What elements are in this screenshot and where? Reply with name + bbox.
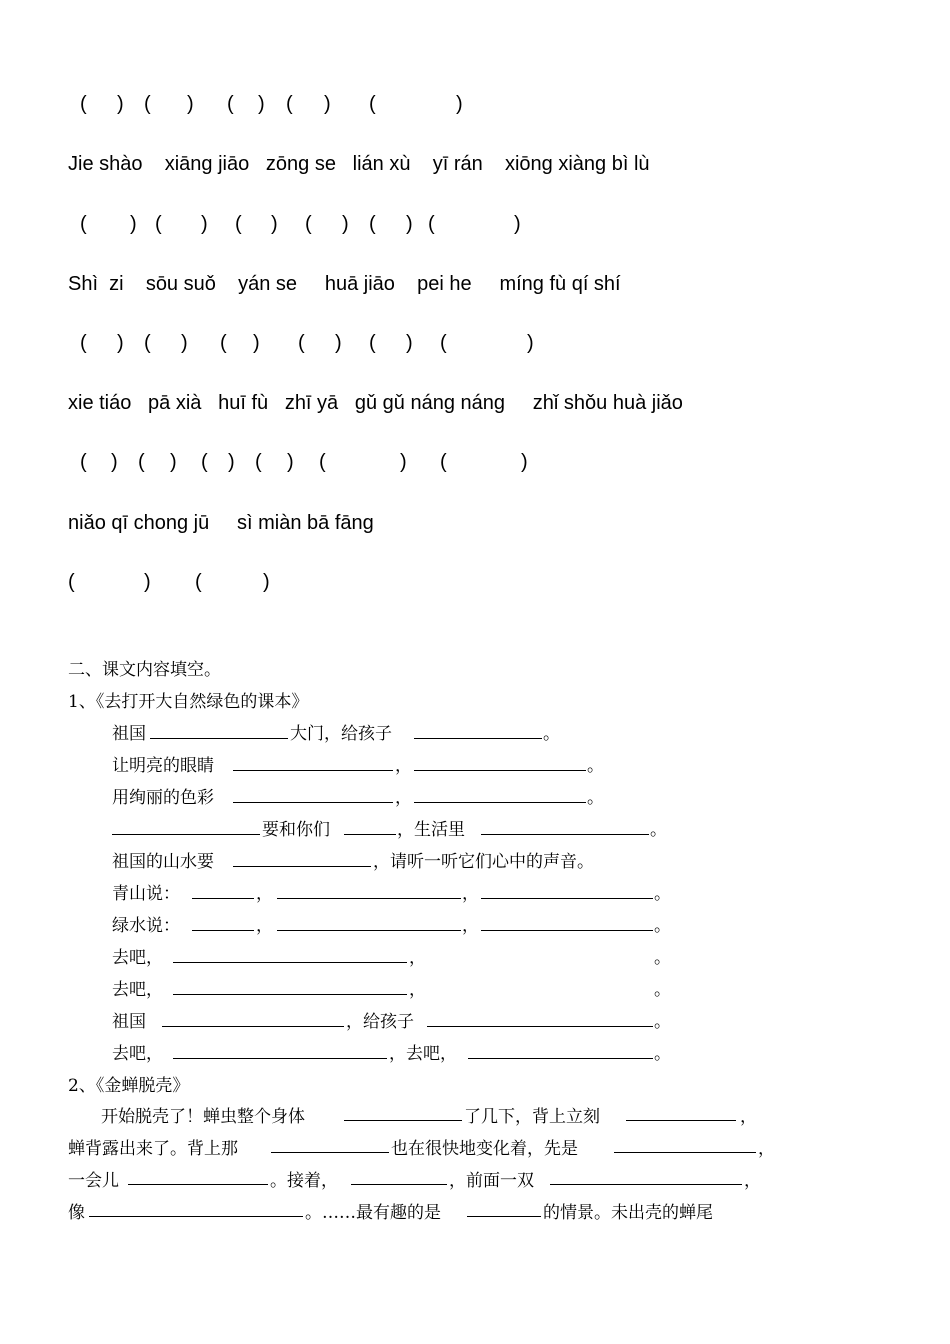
text-fragment: 要和你们	[262, 820, 330, 840]
fill-blank[interactable]	[162, 1026, 344, 1027]
text-fragment: ，给孩子	[346, 1012, 414, 1032]
text-fragment: ，	[395, 756, 412, 776]
text-fragment: 。接着，	[270, 1171, 338, 1191]
fill-blank[interactable]	[277, 930, 461, 931]
paren-open: (	[220, 332, 227, 354]
paren-open: (	[369, 213, 376, 235]
pinyin-word: pei he	[417, 273, 472, 295]
text-fragment: 用绚丽的色彩	[112, 788, 214, 808]
text-fragment: 的情景。未出壳的蝉尾	[543, 1203, 713, 1223]
paren-open: (	[298, 332, 305, 354]
text-fragment: 像	[68, 1203, 85, 1223]
paren-close: )	[342, 213, 349, 235]
text-fragment: 去吧，	[112, 1044, 163, 1064]
paren-open: (	[80, 213, 87, 235]
pinyin-word: yī rán	[432, 153, 483, 175]
paren-open: (	[440, 332, 447, 354]
text-fragment: 青山说：	[112, 884, 180, 904]
text-fragment: 也在很快地变化着，先是	[391, 1139, 578, 1159]
fill-blank[interactable]	[173, 962, 407, 963]
fill-blank[interactable]	[271, 1152, 389, 1153]
part1-title: 1、《去打开大自然绿色的课本》	[68, 692, 309, 712]
paren-close: )	[201, 213, 208, 235]
paren-open: (	[155, 213, 162, 235]
text-fragment: ，	[758, 1139, 775, 1159]
pinyin-word: xie tiáo	[68, 392, 132, 414]
fill-blank[interactable]	[481, 930, 653, 931]
pinyin-word: sì miàn bā fānɡ	[237, 512, 374, 534]
pinyin-word: xiōnɡ xiànɡ bì lù	[504, 153, 650, 175]
text-fragment: 去吧，	[112, 980, 163, 1000]
paren-open: (	[255, 451, 262, 473]
fill-blank[interactable]	[277, 898, 461, 899]
text-fragment: 了几下，背上立刻	[464, 1107, 600, 1127]
text-fragment: 。	[587, 788, 604, 808]
pinyin-word: sōu suǒ	[145, 273, 216, 295]
text-fragment: ，	[256, 916, 273, 936]
paren-close: )	[170, 451, 177, 473]
fill-blank[interactable]	[468, 1058, 653, 1059]
paren-close: )	[258, 93, 265, 115]
paren-open: (	[144, 93, 151, 115]
text-fragment: 。	[654, 1044, 671, 1064]
pinyin-word: mínɡ fù qí shí	[499, 273, 621, 295]
paren-open: (	[286, 93, 293, 115]
paren-open: (	[428, 213, 435, 235]
paren-open: (	[80, 332, 87, 354]
text-fragment: ，	[409, 948, 426, 968]
pinyin-word: zhǐ shǒu huà jiǎo	[532, 392, 683, 414]
paren-open: (	[195, 571, 202, 593]
paren-open: (	[80, 451, 87, 473]
paren-open: (	[235, 213, 242, 235]
paren-close: )	[181, 332, 188, 354]
pinyin-word: niǎo qī chonɡ jū	[68, 512, 210, 534]
fill-blank[interactable]	[550, 1184, 742, 1185]
pinyin-word: pā xià	[148, 392, 202, 414]
paren-open: (	[305, 213, 312, 235]
paren-close: )	[187, 93, 194, 115]
paren-open: (	[80, 93, 87, 115]
paren-close: )	[527, 332, 534, 354]
fill-blank[interactable]	[481, 834, 649, 835]
paren-open: (	[138, 451, 145, 473]
section-title: 二、课文内容填空。	[68, 660, 221, 680]
paren-open: (	[201, 451, 208, 473]
pinyin-row-2	[68, 273, 621, 296]
paren-close: )	[130, 213, 137, 235]
text-fragment: 大门，给孩子	[290, 724, 392, 744]
text-fragment: 。	[654, 1012, 671, 1032]
pinyin-word: ɡǔ ɡǔ nánɡ nánɡ	[354, 392, 505, 414]
paren-open: (	[227, 93, 234, 115]
text-fragment: ，	[256, 884, 273, 904]
text-fragment: 。……最有趣的是	[305, 1203, 441, 1223]
pinyin-row-4	[68, 512, 374, 535]
text-fragment: ，	[744, 1171, 761, 1191]
pinyin-word: Shì zi	[68, 273, 124, 295]
text-fragment: 。	[650, 820, 667, 840]
paren-close: )	[117, 332, 124, 354]
fill-blank[interactable]	[173, 1058, 387, 1059]
paren-open: (	[369, 93, 376, 115]
text-fragment: 祖国	[112, 1012, 146, 1032]
fill-blank[interactable]	[89, 1216, 303, 1217]
paren-close: )	[400, 451, 407, 473]
paren-close: )	[514, 213, 521, 235]
paren-open: (	[369, 332, 376, 354]
paren-close: )	[144, 571, 151, 593]
text-fragment: ，	[462, 916, 479, 936]
paren-close: )	[111, 451, 118, 473]
text-fragment: 。	[587, 756, 604, 776]
text-fragment: 蝉背露出来了。背上那	[68, 1139, 238, 1159]
pinyin-word: Jie shào	[68, 153, 143, 175]
text-fragment: ，请听一听它们心中的声音。	[373, 852, 594, 872]
text-fragment: ，	[740, 1107, 757, 1127]
paren-close: )	[228, 451, 235, 473]
text-fragment: 祖国的山水要	[112, 852, 214, 872]
text-fragment: ，生活里	[397, 820, 465, 840]
fill-blank[interactable]	[192, 898, 254, 899]
paren-close: )	[521, 451, 528, 473]
paren-close: )	[324, 93, 331, 115]
fill-blank[interactable]	[626, 1120, 736, 1121]
pinyin-word: zhī yā	[284, 392, 339, 414]
text-fragment: 。	[654, 980, 671, 1000]
paren-close: )	[406, 213, 413, 235]
text-fragment: 。	[543, 724, 560, 744]
pinyin-word: lián xù	[352, 153, 411, 175]
pinyin-word: huā jiāo	[324, 273, 395, 295]
pinyin-word: xiānɡ jiāo	[164, 153, 250, 175]
fill-blank[interactable]	[128, 1184, 268, 1185]
pinyin-word: yán se	[238, 273, 298, 295]
fill-blank[interactable]	[150, 738, 288, 739]
paren-close: )	[271, 213, 278, 235]
fill-blank[interactable]	[233, 770, 393, 771]
text-fragment: 祖国	[112, 724, 146, 744]
text-fragment: 。	[654, 948, 671, 968]
fill-blank[interactable]	[414, 770, 586, 771]
text-fragment: ，	[409, 980, 426, 1000]
fill-blank[interactable]	[427, 1026, 653, 1027]
text-fragment: 一会儿	[68, 1171, 119, 1191]
pinyin-row-1	[68, 153, 650, 176]
fill-blank[interactable]	[414, 738, 542, 739]
pinyin-word: zōnɡ se	[265, 153, 336, 175]
text-fragment: 绿水说：	[112, 916, 180, 936]
fill-blank[interactable]	[233, 802, 393, 803]
fill-blank[interactable]	[344, 834, 396, 835]
part2-title: 2、《金蝉脱壳》	[68, 1076, 190, 1096]
fill-blank[interactable]	[481, 898, 653, 899]
text-fragment: 去吧，	[112, 948, 163, 968]
text-fragment: ，	[462, 884, 479, 904]
text-fragment: 让明亮的眼睛	[112, 756, 214, 776]
fill-blank[interactable]	[192, 930, 254, 931]
paren-close: )	[335, 332, 342, 354]
paren-close: )	[253, 332, 260, 354]
paren-open: (	[144, 332, 151, 354]
fill-blank[interactable]	[112, 834, 260, 835]
pinyin-word: huī fù	[218, 392, 269, 414]
fill-blank[interactable]	[467, 1216, 541, 1217]
text-fragment: ，前面一双	[449, 1171, 534, 1191]
paren-close: )	[406, 332, 413, 354]
fill-blank[interactable]	[414, 802, 586, 803]
paren-open: (	[319, 451, 326, 473]
text-fragment: ，去吧，	[389, 1044, 457, 1064]
paren-close: )	[263, 571, 270, 593]
paren-open: (	[68, 571, 75, 593]
text-fragment: 开始脱壳了！蝉虫整个身体	[101, 1107, 305, 1127]
text-fragment: 。	[654, 916, 671, 936]
fill-blank[interactable]	[351, 1184, 447, 1185]
paren-close: )	[287, 451, 294, 473]
fill-blank[interactable]	[344, 1120, 462, 1121]
fill-blank[interactable]	[614, 1152, 756, 1153]
paren-close: )	[456, 93, 463, 115]
fill-blank[interactable]	[233, 866, 371, 867]
paren-open: (	[440, 451, 447, 473]
paren-close: )	[117, 93, 124, 115]
pinyin-row-3	[68, 392, 683, 415]
fill-blank[interactable]	[173, 994, 407, 995]
text-fragment: ，	[395, 788, 412, 808]
text-fragment: 。	[654, 884, 671, 904]
